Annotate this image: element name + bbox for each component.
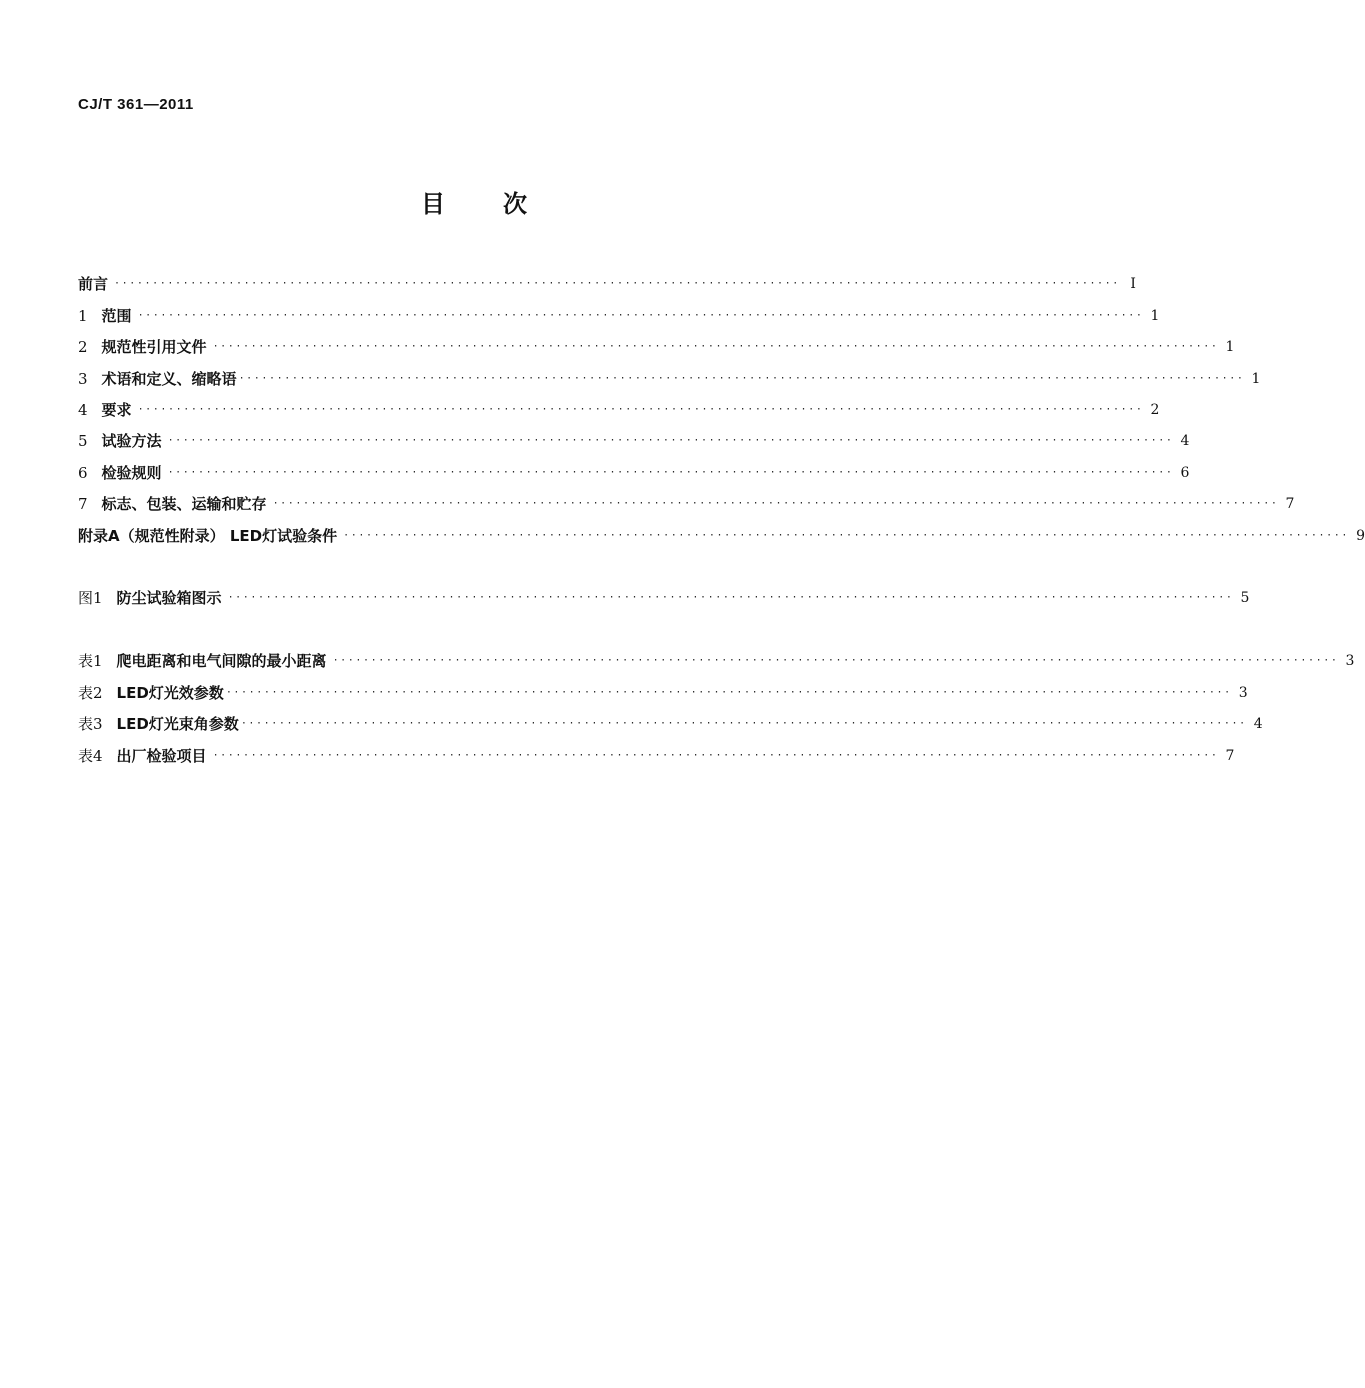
- document-code: CJ/T 361—2011: [78, 96, 194, 113]
- toc-entry-label: 检验规则: [101, 463, 162, 482]
- toc-entry-page: 5: [1240, 590, 1250, 607]
- toc-entry-page: 3: [1345, 653, 1355, 670]
- leader-dots: ····································································································································: [225, 686, 1232, 698]
- toc-entry-number: 表3: [78, 715, 103, 734]
- toc-title-char-1: 目: [421, 190, 447, 218]
- toc-entry-terms-definitions[interactable]: [78, 357, 1261, 388]
- toc-entry-page: Ⅰ: [1130, 276, 1136, 293]
- toc-entry-page: 1: [1225, 339, 1235, 356]
- toc-entry-page: 4: [1180, 433, 1190, 450]
- leader-dots: ····································································································································: [227, 592, 1234, 604]
- toc-entry-number: 表2: [78, 683, 103, 702]
- toc-entry-page: 2: [1150, 401, 1160, 418]
- toc-entry-number: 4: [78, 400, 88, 419]
- toc-entry-label: 防尘试验箱图示: [116, 589, 222, 608]
- toc-entry-number: 图1: [78, 589, 103, 608]
- toc-entry-label: 出厂检验项目: [116, 746, 207, 765]
- toc-entry-foreword[interactable]: [78, 263, 1136, 294]
- toc-entry-normative-references[interactable]: [78, 326, 1235, 357]
- leader-dots: ····································································································································: [240, 718, 1247, 730]
- toc-entry-number: 7: [78, 495, 88, 514]
- toc-entry-number: 3: [78, 369, 88, 388]
- leader-dots: ····································································································································: [332, 655, 1339, 667]
- toc-entry-page: 1: [1150, 307, 1160, 324]
- toc-entry-page: 9: [1356, 527, 1365, 544]
- toc-entry-label: LED灯光效参数: [116, 683, 224, 702]
- leader-dots: ····································································································································: [137, 403, 1144, 415]
- toc-entry-page: 7: [1225, 747, 1235, 764]
- toc-contents-list: [78, 263, 1365, 546]
- toc-entry-number: 5: [78, 432, 88, 451]
- leader-dots: ····································································································································: [238, 372, 1245, 384]
- leader-dots: ····································································································································: [212, 341, 1219, 353]
- toc-entry-label: 爬电距离和电气间隙的最小距离: [116, 652, 327, 671]
- leader-dots: ····································································································································: [167, 466, 1174, 478]
- toc-entry-label: 规范性引用文件: [101, 338, 207, 357]
- toc-entry-table-1[interactable]: [78, 640, 1355, 671]
- leader-dots: ····································································································································: [343, 529, 1349, 541]
- toc-entry-table-2[interactable]: [78, 671, 1248, 702]
- toc-entry-page: 4: [1253, 716, 1263, 733]
- toc-entry-figure-1[interactable]: [78, 577, 1250, 608]
- toc-entry-marking-packaging[interactable]: [78, 483, 1295, 514]
- leader-dots: ····································································································································: [272, 498, 1279, 510]
- leader-dots: ····································································································································: [137, 309, 1144, 321]
- toc-entry-table-3[interactable]: [78, 703, 1263, 734]
- toc-entry-scope[interactable]: [78, 294, 1160, 325]
- toc-entry-label: LED灯光束角参数: [116, 715, 239, 734]
- toc-entry-annex-a[interactable]: [78, 514, 1365, 545]
- toc-entry-number: 6: [78, 463, 88, 482]
- toc-title-char-2: 次: [503, 190, 529, 218]
- toc-entry-requirements[interactable]: [78, 389, 1160, 420]
- toc-title: [0, 184, 950, 219]
- leader-dots: ····································································································································: [114, 278, 1120, 290]
- toc-tables-list: [78, 640, 1355, 766]
- toc-entry-number: 1: [78, 306, 88, 325]
- toc-entry-number: 表4: [78, 746, 103, 765]
- toc-entry-page: 7: [1285, 496, 1295, 513]
- toc-figures-list: [78, 577, 1250, 608]
- toc-entry-label: 要求: [101, 400, 132, 419]
- toc-entry-page: 1: [1251, 370, 1261, 387]
- toc-entry-page: 6: [1180, 464, 1190, 481]
- leader-dots: ····································································································································: [212, 749, 1219, 761]
- toc-entry-table-4[interactable]: [78, 734, 1235, 765]
- toc-entry-label: 标志、包装、运输和贮存: [101, 495, 267, 514]
- toc-entry-label: 附录A（规范性附录） LED灯试验条件: [78, 526, 338, 545]
- toc-entry-label: 试验方法: [101, 432, 162, 451]
- toc-entry-inspection-rules[interactable]: [78, 451, 1190, 482]
- toc-entry-number: 表1: [78, 652, 103, 671]
- leader-dots: ····································································································································: [167, 435, 1174, 447]
- toc-entry-label: 范围: [101, 306, 132, 325]
- toc-entry-label: 前言: [78, 275, 109, 294]
- toc-entry-number: 2: [78, 338, 88, 357]
- toc-entry-test-methods[interactable]: [78, 420, 1190, 451]
- toc-entry-page: 3: [1238, 684, 1248, 701]
- toc-entry-label: 术语和定义、缩略语: [101, 369, 237, 388]
